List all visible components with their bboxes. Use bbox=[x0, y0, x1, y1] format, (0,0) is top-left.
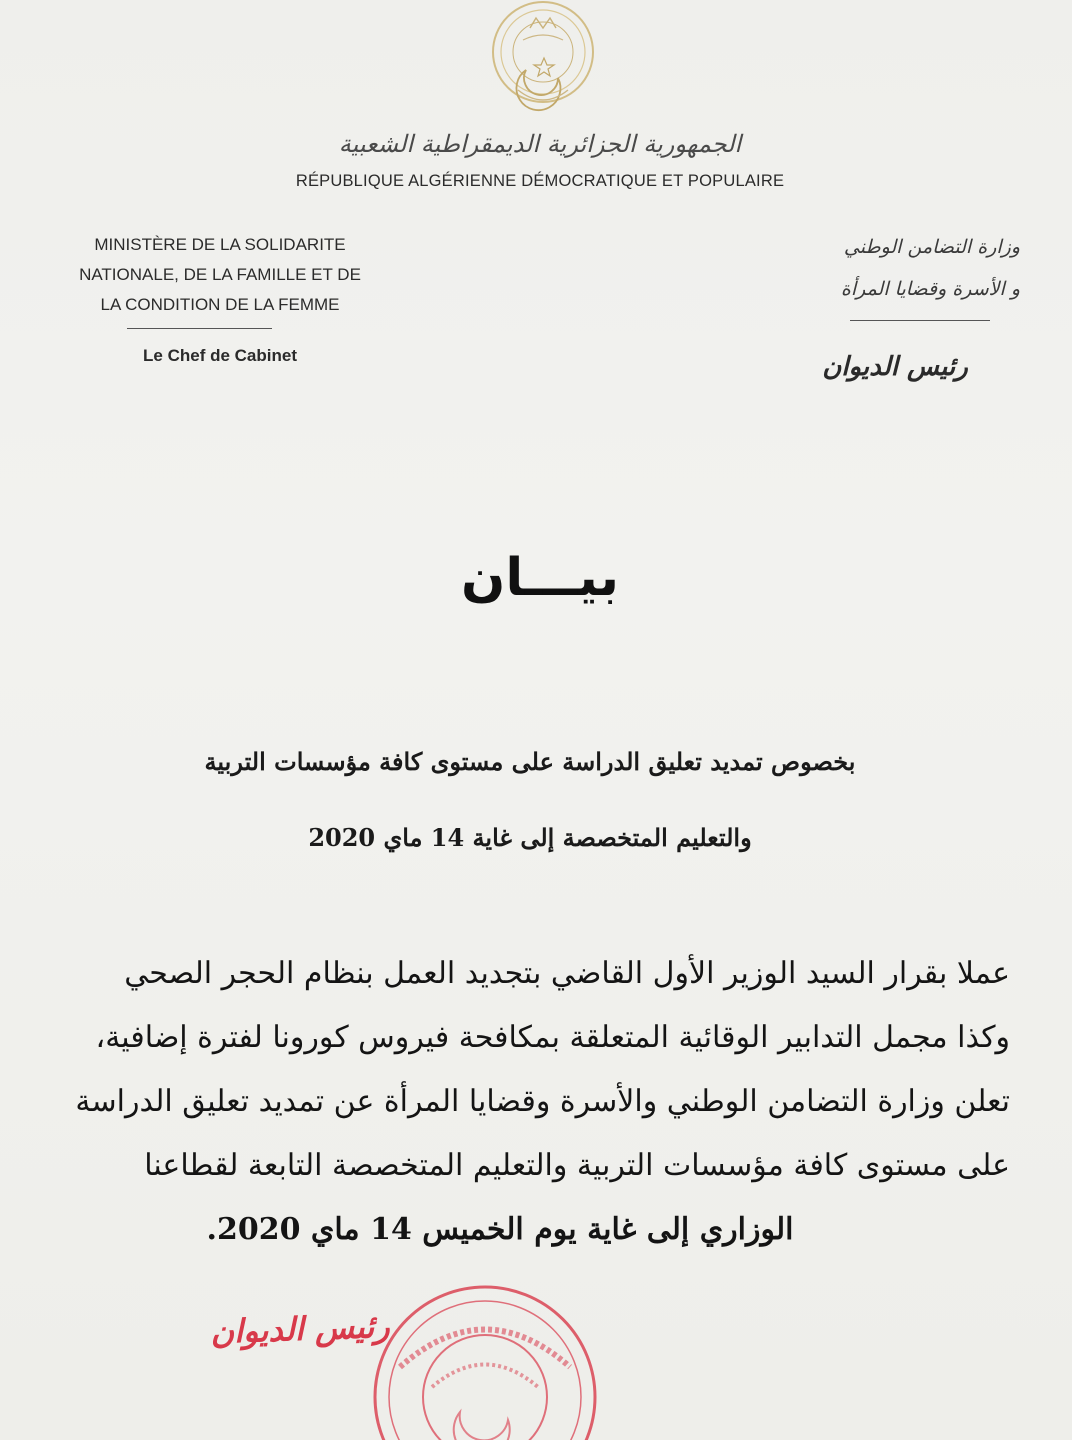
body-line: على مستوى كافة مؤسسات التربية والتعليم المتخصصة التابعة لقطاعنا bbox=[144, 1148, 1010, 1183]
french-ministry-block bbox=[60, 230, 380, 320]
arabic-ministry-line: و الأسرة وقضايا المرأة bbox=[840, 278, 1020, 300]
body-line: عملا بقرار السيد الوزير الأول القاضي بتجديد العمل بنظام الحجر الصحي bbox=[124, 956, 1010, 991]
french-republic-heading: RÉPUBLIQUE ALGÉRIENNE DÉMOCRATIQUE ET POPULAIRE bbox=[295, 172, 785, 190]
french-ministry-line: NATIONALE, DE LA FAMILLE ET DE bbox=[79, 265, 361, 284]
body-line: تعلن وزارة التضامن الوطني والأسرة وقضايا المرأة عن تمديد تعليق الدراسة bbox=[75, 1084, 1010, 1119]
french-ministry-line: MINISTÈRE DE LA SOLIDARITE bbox=[94, 235, 346, 254]
arabic-ministry-block bbox=[760, 226, 1020, 310]
signature-label: رئيس الديوان bbox=[209, 1306, 391, 1352]
body-line: وكذا مجمل التدابير الوقائية المتعلقة بمكافحة فيروس كورونا لفترة إضافية، bbox=[95, 1020, 1010, 1055]
french-divider bbox=[127, 328, 272, 329]
subject-line: والتعليم المتخصصة إلى غاية 14 ماي 2020 bbox=[308, 823, 752, 852]
national-emblem-icon bbox=[478, 0, 608, 118]
arabic-ministry-line: وزارة التضامن الوطني bbox=[843, 236, 1020, 258]
french-office-title: Le Chef de Cabinet bbox=[143, 346, 297, 365]
subject-line: بخصوص تمديد تعليق الدراسة على مستوى كافة مؤسسات التربية bbox=[204, 747, 856, 776]
document-subject bbox=[150, 724, 910, 876]
document-title: بيـــان bbox=[461, 548, 619, 608]
document-body bbox=[75, 942, 1010, 1262]
arabic-office-title: رئيس الديوان bbox=[822, 352, 968, 382]
french-ministry-line: LA CONDITION DE LA FEMME bbox=[100, 295, 340, 314]
body-line: الوزاري إلى غاية يوم الخميس 14 ماي 2020. bbox=[206, 1212, 794, 1247]
official-stamp-icon bbox=[360, 1272, 610, 1440]
arabic-republic-heading: الجمهورية الجزائرية الديمقراطية الشعبية bbox=[338, 130, 742, 158]
arabic-divider bbox=[850, 320, 990, 321]
